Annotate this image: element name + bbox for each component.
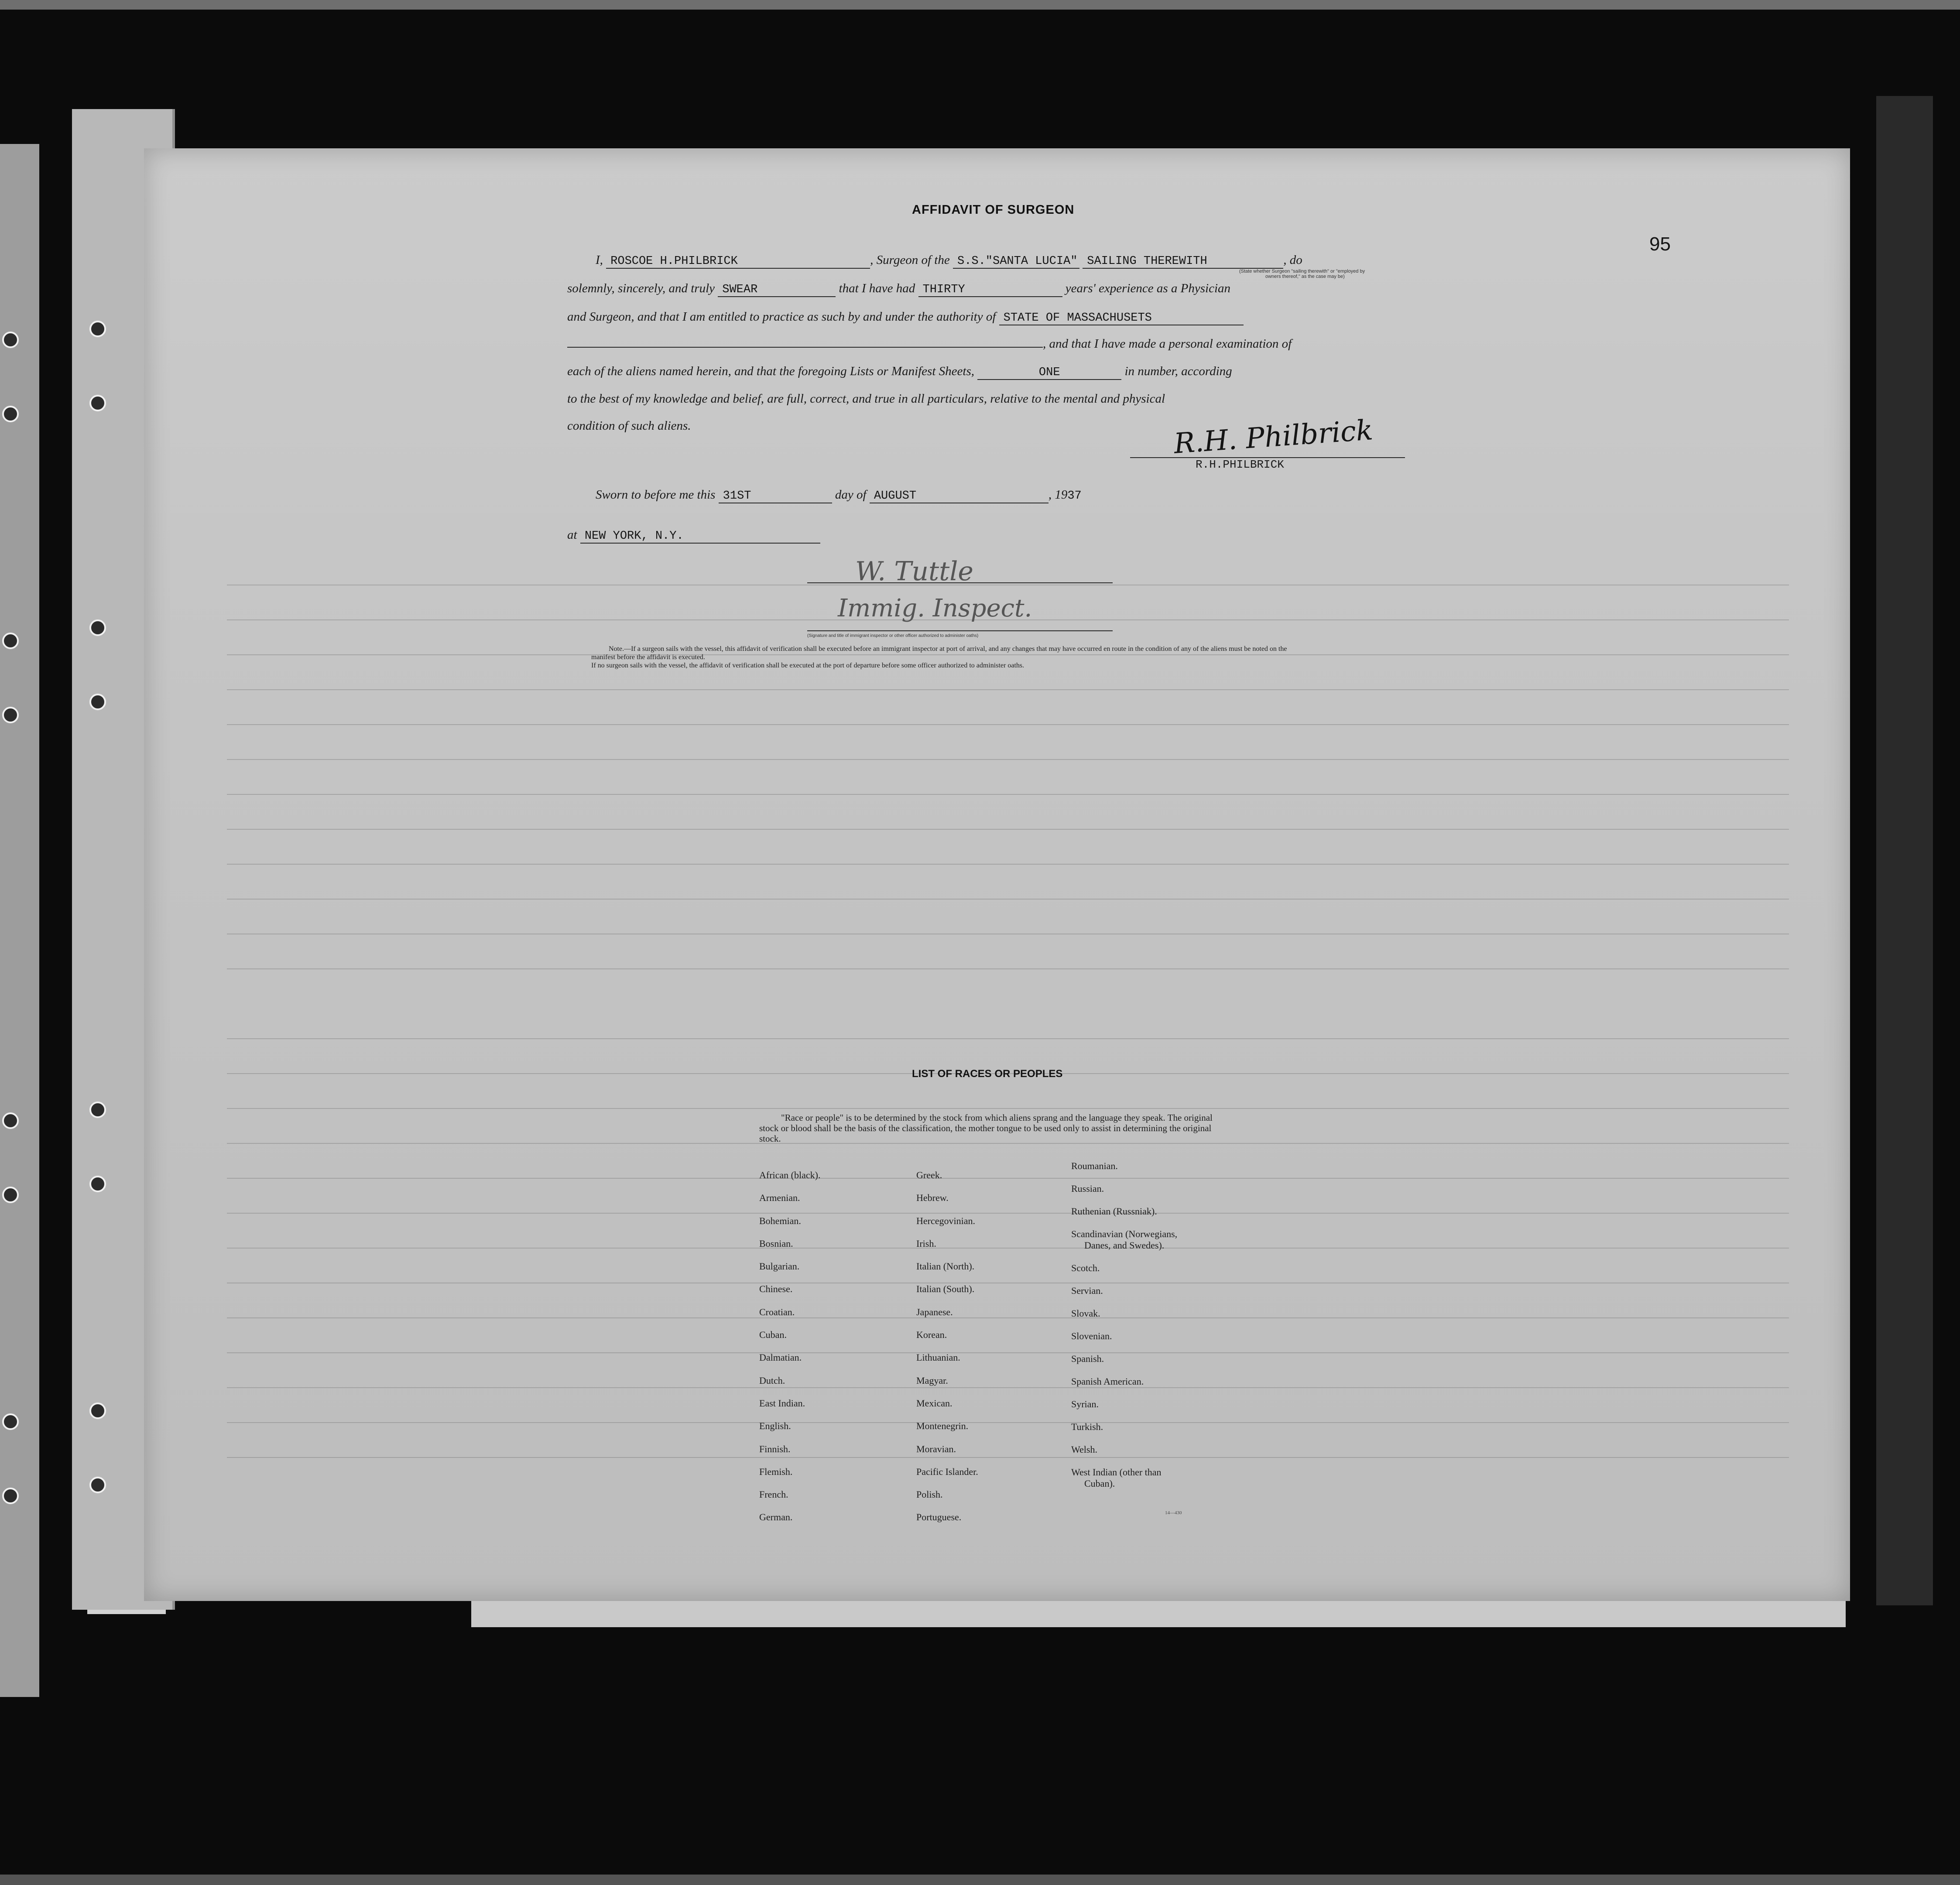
bleed-row bbox=[227, 1248, 1789, 1249]
form-code: 14—430 bbox=[1165, 1510, 1182, 1516]
race-item: Welsh. bbox=[1071, 1444, 1097, 1455]
bleed-row bbox=[227, 724, 1789, 725]
note-paragraph: If no surgeon sails with the vessel, the affidavit of verification shall be executed at the port of departure before some officer authorized to administer oaths. bbox=[591, 662, 1025, 669]
sworn-place-line bbox=[567, 528, 820, 544]
affidavit-text: at bbox=[567, 528, 577, 542]
bleed-row bbox=[227, 899, 1789, 900]
bleed-row bbox=[227, 1387, 1789, 1388]
race-item: Montenegrin. bbox=[916, 1420, 969, 1432]
races-column-1 bbox=[759, 1164, 820, 1529]
sheets-count-field: ONE bbox=[977, 366, 1121, 380]
bleed-row bbox=[227, 829, 1789, 830]
years-field: THIRTY bbox=[918, 283, 1062, 297]
bleed-row bbox=[227, 1352, 1789, 1353]
affidavit-text: in number, according bbox=[1124, 364, 1232, 378]
page-number: 95 bbox=[1649, 233, 1671, 255]
binder-hole bbox=[2, 1112, 19, 1129]
race-item: Turkish. bbox=[1071, 1421, 1103, 1432]
sworn-year-field: 37 bbox=[1067, 489, 1082, 503]
binder-hole bbox=[2, 406, 19, 422]
affidavit-text: Sworn to before me this bbox=[596, 488, 716, 502]
race-item: French. bbox=[759, 1489, 788, 1500]
affidavit-text: solemnly, sincerely, and truly bbox=[567, 281, 715, 295]
race-item: Russian. bbox=[1071, 1183, 1104, 1194]
inspector-title-line bbox=[807, 630, 1113, 631]
race-item: Slovenian. bbox=[1071, 1331, 1112, 1341]
adjacent-page-strip bbox=[0, 144, 39, 1697]
authority-continued-field bbox=[567, 347, 1043, 348]
affidavit-text: , Surgeon of the bbox=[870, 253, 950, 267]
race-item: Servian. bbox=[1071, 1285, 1103, 1296]
sailing-note bbox=[1239, 269, 1365, 279]
sailing-note-line: owners thereof," as the case may be) bbox=[1265, 274, 1345, 279]
affidavit-text: , do bbox=[1283, 253, 1302, 267]
surgeon-name-field: ROSCOE H.PHILBRICK bbox=[606, 255, 870, 269]
affidavit-text: , 19 bbox=[1048, 488, 1068, 502]
sailing-status-field: SAILING THEREWITH bbox=[1083, 255, 1283, 269]
affidavit-text: day of bbox=[835, 488, 867, 502]
affidavit-text: years' experience as a Physician bbox=[1065, 281, 1231, 295]
race-item: Flemish. bbox=[759, 1466, 793, 1477]
bleed-row bbox=[227, 1038, 1789, 1039]
affidavit-text: that I have had bbox=[839, 281, 915, 295]
affidavit-note bbox=[591, 645, 1307, 670]
race-item: Magyar. bbox=[916, 1375, 948, 1386]
binder-hole bbox=[89, 619, 106, 636]
binder-hole bbox=[89, 1403, 106, 1419]
race-item: Finnish. bbox=[759, 1443, 791, 1454]
surgeon-signature: R.H. Philbrick bbox=[1172, 414, 1374, 460]
film-bottom-edge bbox=[0, 1875, 1960, 1885]
affidavit-line-5 bbox=[567, 364, 1232, 380]
race-item: Croatian. bbox=[759, 1306, 795, 1317]
binder-hole bbox=[2, 1187, 19, 1203]
race-item: Cuban). bbox=[1084, 1478, 1115, 1489]
right-margin-shadow bbox=[1876, 96, 1933, 1605]
race-item: Slovak. bbox=[1071, 1308, 1100, 1319]
race-item: Scotch. bbox=[1071, 1262, 1100, 1273]
race-item: Greek. bbox=[916, 1170, 942, 1180]
race-item: Polish. bbox=[916, 1489, 943, 1500]
race-item: Hercegovinian. bbox=[916, 1215, 975, 1226]
affidavit-text: I, bbox=[596, 253, 603, 267]
race-item: Portuguese. bbox=[916, 1512, 962, 1523]
race-item: Syrian. bbox=[1071, 1399, 1099, 1409]
inspector-signature-line bbox=[807, 582, 1113, 583]
race-item: Pacific Islander. bbox=[916, 1466, 978, 1477]
binder-hole bbox=[89, 1477, 106, 1493]
binder-hole bbox=[2, 332, 19, 348]
note-paragraph: Note.—If a surgeon sails with the vessel, this affidavit of verification shall be executed before an immigrant inspector at port of arrival, and any changes that may have occurred en route in the condition of any of the aliens must be noted on the manifest before the affidavit is executed. bbox=[591, 645, 1287, 661]
race-item: Irish. bbox=[916, 1238, 936, 1249]
affidavit-text: each of the aliens named herein, and that the foregoing Lists or Manifest Sheets, bbox=[567, 364, 974, 378]
inspector-title: Immig. Inspect. bbox=[838, 594, 1032, 623]
race-item: Korean. bbox=[916, 1329, 947, 1341]
races-column-2 bbox=[916, 1164, 978, 1529]
bleed-row bbox=[227, 1213, 1789, 1214]
binder-hole bbox=[2, 707, 19, 723]
affidavit-title: AFFIDAVIT OF SURGEON bbox=[912, 203, 1075, 217]
film-top-edge bbox=[0, 0, 1960, 10]
races-title: LIST OF RACES OR PEOPLES bbox=[912, 1068, 1063, 1080]
races-intro: "Race or people" is to be determined by the stock from which aliens sprang and the language they speak. The original stock or blood shall be the basis of the classification, the mother tongue to be used only to assist in determining the original stock. bbox=[759, 1112, 1213, 1144]
oath-field: SWEAR bbox=[718, 283, 836, 297]
affidavit-line-3 bbox=[567, 310, 1244, 325]
affidavit-text: and Surgeon, and that I am entitled to practice as such by and under the authority of bbox=[567, 310, 996, 324]
binder-hole bbox=[2, 1488, 19, 1504]
race-item: Dalmatian. bbox=[759, 1352, 802, 1363]
binder-hole bbox=[89, 1102, 106, 1118]
affidavit-line-2 bbox=[567, 281, 1230, 297]
race-item: Mexican. bbox=[916, 1397, 953, 1409]
bleed-row bbox=[227, 1178, 1789, 1179]
race-item: West Indian (other than bbox=[1071, 1467, 1162, 1478]
bleed-row bbox=[227, 1317, 1789, 1318]
binder-hole bbox=[89, 321, 106, 337]
authority-field: STATE OF MASSACHUSETS bbox=[999, 311, 1244, 325]
race-item: Bosnian. bbox=[759, 1238, 793, 1249]
bleed-row bbox=[227, 689, 1789, 690]
race-item: Spanish. bbox=[1071, 1353, 1104, 1364]
race-item: Italian (South). bbox=[916, 1283, 975, 1295]
race-item: English. bbox=[759, 1420, 791, 1432]
sworn-day-field: 31ST bbox=[719, 489, 832, 503]
surgeon-typed-name: R.H.PHILBRICK bbox=[1196, 458, 1284, 471]
races-column-3 bbox=[1071, 1160, 1177, 1489]
sworn-line bbox=[596, 488, 1098, 503]
bleed-row bbox=[227, 1422, 1789, 1423]
race-item: German. bbox=[759, 1512, 793, 1523]
race-item: Cuban. bbox=[759, 1329, 787, 1341]
race-item: Armenian. bbox=[759, 1192, 800, 1204]
race-item: Bohemian. bbox=[759, 1215, 801, 1226]
binder-hole bbox=[89, 395, 106, 411]
race-item: Danes, and Swedes). bbox=[1084, 1240, 1165, 1251]
binder-hole bbox=[89, 694, 106, 710]
bleed-row bbox=[227, 864, 1789, 865]
bleed-row bbox=[227, 1457, 1789, 1458]
race-item: Dutch. bbox=[759, 1375, 785, 1386]
race-item: Italian (North). bbox=[916, 1261, 975, 1272]
affidavit-line-7: condition of such aliens. bbox=[567, 419, 691, 433]
race-item: Roumanian. bbox=[1071, 1160, 1118, 1171]
bleed-row bbox=[227, 759, 1789, 760]
race-item: African (black). bbox=[759, 1170, 821, 1180]
sworn-month-field: AUGUST bbox=[870, 489, 1049, 503]
race-item: Chinese. bbox=[759, 1283, 793, 1295]
inspector-signature: W. Tuttle bbox=[855, 556, 973, 587]
sailing-note-line: (State whether Surgeon "sailing therewith" or "employed by bbox=[1239, 269, 1365, 274]
affidavit-text: , and that I have made a personal examination of bbox=[1043, 337, 1292, 351]
race-item: Bulgarian. bbox=[759, 1261, 800, 1272]
binder-hole bbox=[2, 633, 19, 649]
race-item: Scandinavian (Norwegians, bbox=[1071, 1228, 1178, 1239]
race-item: Japanese. bbox=[916, 1306, 953, 1317]
race-item: Moravian. bbox=[916, 1443, 956, 1454]
race-item: Lithuanian. bbox=[916, 1352, 960, 1363]
race-item: East Indian. bbox=[759, 1397, 805, 1409]
race-item: Ruthenian (Russniak). bbox=[1071, 1206, 1157, 1217]
race-item: Spanish American. bbox=[1071, 1376, 1144, 1387]
race-item: Hebrew. bbox=[916, 1192, 949, 1204]
inspector-caption: (Signature and title of immigrant inspector or other officer authorized to administer oaths) bbox=[807, 633, 979, 638]
vessel-field: S.S."SANTA LUCIA" bbox=[953, 255, 1079, 269]
binder-hole bbox=[2, 1413, 19, 1430]
bleed-row bbox=[227, 968, 1789, 969]
binder-hole bbox=[89, 1176, 106, 1192]
affidavit-line-1 bbox=[596, 253, 1302, 269]
bleed-row bbox=[227, 1108, 1789, 1109]
bleed-row bbox=[227, 794, 1789, 795]
affidavit-line-6: to the best of my knowledge and belief, are full, correct, and true in all particulars, relative to the mental and physical bbox=[567, 392, 1165, 406]
sworn-place-field: NEW YORK, N.Y. bbox=[580, 530, 820, 544]
underlying-sheet-edge bbox=[471, 1597, 1846, 1627]
affidavit-line-4 bbox=[567, 337, 1292, 351]
